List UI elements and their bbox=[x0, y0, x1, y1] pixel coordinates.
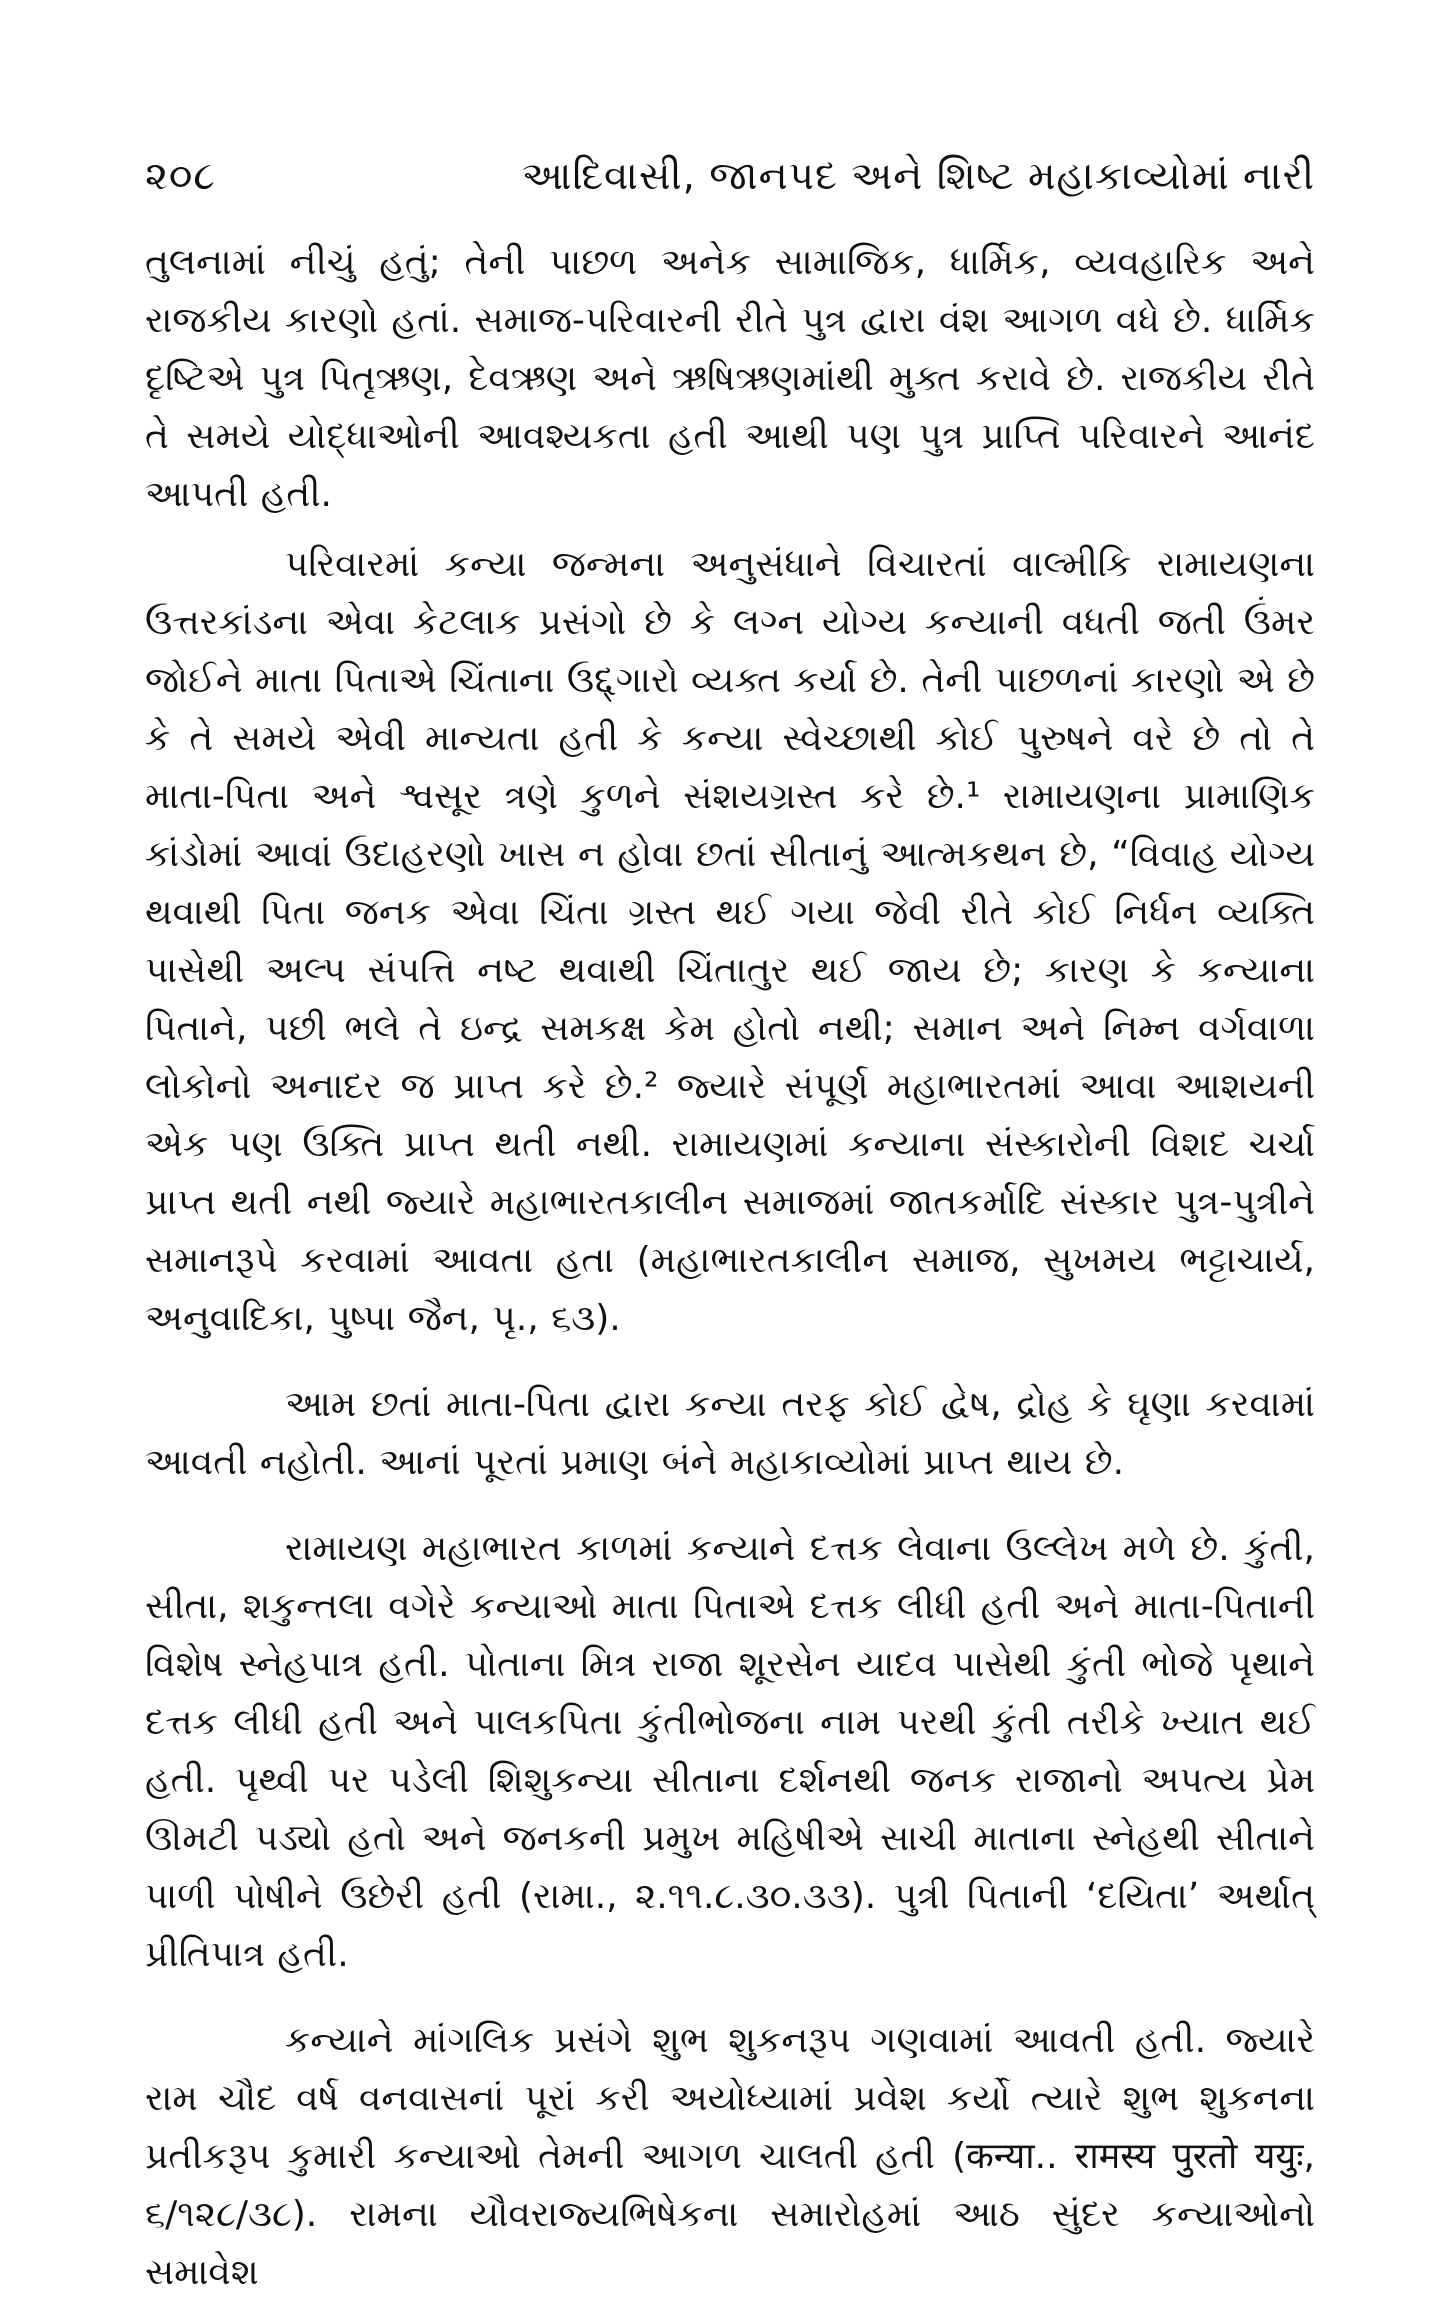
paragraph-daughter-birth: પરિવારમાં કન્યા જન્મના અનુસંધાને વિચારતાં વાલ્મીકિ રામાયણના ઉત્તરકાંડના એવા કેટલાક પ્રસંગો છે કે લગ્ન યોગ્ય કન્યાની વધતી જતી ઉંમર જોઈને માતા પિતાએ ચિંતાના ઉદ્દ્ગારો વ્યક્ત કર્યા છે. તેની પાછળનાં કારણો એ છે કે તે સમયે એવી માન્યતા હતી કે કન્યા સ્વેચ્છાથી કોઈ પુરુષને વરે છે તો તે માતા-પિતા અને શ્વસૂર ત્રણે કુળને સંશયગ્રસ્ત કરે છે.¹ રામાયણના પ્રામાણિક કાંડોમાં આવાં ઉદાહરણો ખાસ ન હોવા છતાં સીતાનું આત્મકથન છે, “વિવાહ યોગ્ય થવાથી પિતા જનક એવા ચિંતા ગ્રસ્ત થઈ ગયા જેવી રીતે કોઈ નિર્ધન વ્યક્તિ પાસેથી અલ્પ સંપત્તિ નષ્ટ થવાથી ચિંતાતુર થઈ જાય છે; કારણ કે કન્યાના પિતાને, પછી ભલે તે ઇન્દ્ર સમકક્ષ કેમ હોતો નથી; સમાન અને નિમ્ન વર્ગવાળા લોકોનો અનાદર જ પ્રાપ્ત કરે છે.² જ્યારે સંપૂર્ણ મહાભારતમાં આવા આશયની એક પણ ઉક્તિ પ્રાપ્ત થતી નથી. રામાયણમાં કન્યાના સંસ્કારોની વિશદ ચર્ચા પ્રાપ્ત થતી નથી જ્યારે મહાભારતકાલીન સમાજમાં જાતકર્માદિ સંસ્કાર પુત્ર-પુત્રીને સમાનરૂપે કરવામાં આવતા હતા (મહાભારતકાલીન સમાજ, સુખમય ભટ્ટાચાર્ય, અનુવાદિકા, પુષ્પા જૈન, પૃ., ૬૩). bbox=[145, 544, 1315, 1339]
paragraph-adoption: રામાયણ મહાભારત કાળમાં કન્યાને દત્તક લેવાના ઉલ્લેખ મળે છે. કુંતી, સીતા, શકુન્તલા વગેરે કન્યાઓ માતા પિતાએ દત્તક લીધી હતી અને માતા-પિતાની વિશેષ સ્નેહપાત્ર હતી. પોતાના મિત્ર રાજા શૂરસેન યાદવ પાસેથી કુંતી ભોજે પૃથાને દત્તક લીધી હતી અને પાલકપિતા કુંતીભોજના નામ પરથી કુંતી તરીકે ખ્યાત થઈ હતી. પૃથ્વી પર પડેલી શિશુકન્યા સીતાના દર્શનથી જનક રાજાનો અપત્ય પ્રેમ ઊમટી પડ્યો હતો અને જનકની પ્રમુખ મહિષીએ સાચી માતાના સ્નેહથી સીતાને પાળી પોષીને ઉછેરી હતી (રામા., ૨.૧૧.૮.૩૦.૩૩). પુત્રી પિતાની ‘દયિતા’ અર્થાત્ પ્રીતિપાત્ર હતી. bbox=[145, 1528, 1315, 1975]
paragraph-continuation: તુલનામાં નીચું હતું; તેની પાછળ અનેક સામાજિક, ધાર્મિક, વ્યવહારિક અને રાજકીય કારણો હતાં. સમાજ-પરિવારની રીતે પુત્ર દ્વારા વંશ આગળ વધે છે. ધાર્મિક દૃષ્ટિએ પુત્ર પિતૃઋણ, દેવઋણ અને ઋષિઋણમાંથી મુક્ત કરાવે છે. રાજકીય રીતે તે સમયે યોદ્ધાઓની આવશ્યકતા હતી આથી પણ પુત્ર પ્રાપ્તિ પરિવારને આનંદ આપતી હતી. bbox=[145, 242, 1315, 515]
running-title: આદિવાસી, જાનપદ અને શિષ્ટ મહાકાવ્યોમાં નારી bbox=[521, 154, 1315, 199]
document-page bbox=[145, 150, 1315, 2302]
paragraph-no-hatred: આમ છતાં માતા-પિતા દ્વારા કન્યા તરફ કોઈ દ્વેષ, દ્રોહ કે ઘૃણા કરવામાં આવતી નહોતી. આનાં પૂરતાં પ્રમાણ બંને મહાકાવ્યોમાં પ્રાપ્ત થાય છે. bbox=[145, 1384, 1315, 1483]
running-header bbox=[145, 150, 1315, 204]
paragraph-auspicious-omen: કન્યાને માંગલિક પ્રસંગે શુભ શુકનરૂપ ગણવામાં આવતી હતી. જ્યારે રામ ચૌદ વર્ષ વનવાસનાં પૂરાં કરી અયોધ્યામાં પ્રવેશ કર્યો ત્યારે શુભ શુકનના પ્રતીકરૂપ કુમારી કન્યાઓ તેમની આગળ ચાલતી હતી (कन्या.. रामस्य पुरतो ययुः, ૬/૧૨૮/૩૮). રામના યૌવરાજ્યભિષેકના સમારોહમાં આઠ સુંદર કન્યાઓનો સમાવેશ bbox=[145, 2020, 1315, 2293]
page-number: ૨૦૮ bbox=[145, 154, 216, 199]
